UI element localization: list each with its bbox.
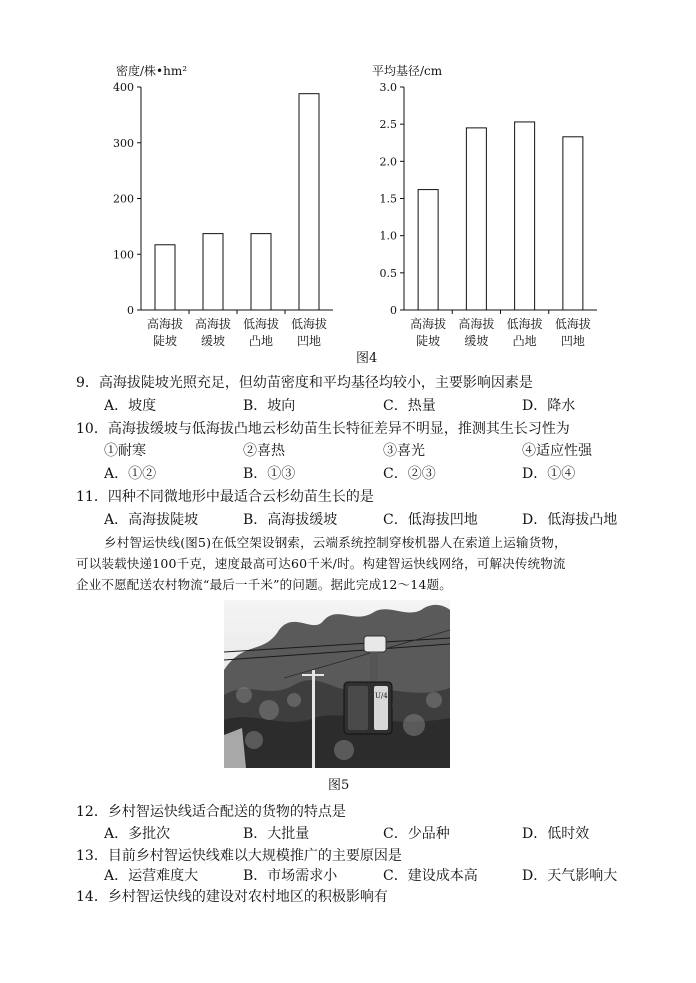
bar [466,128,486,310]
y-tick-label: 0.5 [379,266,397,280]
bar [251,234,271,310]
bar [155,245,175,310]
category-label: 凸地 [248,334,274,348]
base-diameter-chart [372,64,597,348]
category-label: 凹地 [560,334,585,348]
bar [563,137,583,310]
category-label: 低海拔 [242,317,280,331]
category-label: 低海拔 [506,317,543,331]
q10-option-a: A．①② [104,466,157,482]
y-tick-label: 3.0 [379,81,397,94]
category-label: 缓坡 [464,334,489,348]
y-tick-label: 300 [113,136,134,150]
q11-option-a: A．高海拔陡坡 [104,512,199,528]
q13-option-c: C．建设成本高 [383,868,478,884]
q10-trait-2: ②喜热 [243,443,285,459]
q10-option-c: C．②③ [383,466,436,482]
q11-option-c: C．低海拔凹地 [383,512,478,528]
chart2-ylabel: 平均基径/cm [372,64,443,78]
y-tick-label: 200 [113,192,134,206]
category-label: 高海拔 [194,317,232,331]
q9-option-d: D．降水 [522,398,576,414]
y-tick-label: 1.5 [379,192,397,206]
q9-option-c: C．热量 [383,398,436,414]
category-label: 低海拔 [554,317,591,331]
y-tick-label: 0 [390,304,397,317]
cable-delivery-photo [224,600,450,768]
chart1-ylabel: 密度/株•hm² [116,64,188,78]
q9-stem: 9．高海拔陡坡光照充足，但幼苗密度和平均基径均较小，主要影响因素是 [76,375,533,391]
q11-option-d: D．低海拔凸地 [522,512,618,528]
q10-stem: 10．高海拔缓坡与低海拔凸地云杉幼苗生长特征差异不明显，推测其生长习性为 [76,421,570,437]
y-tick-label: 100 [113,248,134,262]
passage-line-3: 企业不愿配送农村物流“最后一千米”的问题。据此完成12～14题。 [76,577,452,592]
passage-line-2: 可以装载快递100千克，速度最高可达60千米/时。构建智运快线网络，可解决传统物流 [76,556,566,571]
figure5-caption: 图5 [328,778,350,793]
y-tick-label: 2.0 [379,155,397,169]
q9-option-b: B．坡向 [243,398,296,414]
y-tick-label: 1.0 [379,229,397,243]
q12-option-a: A．多批次 [104,826,171,842]
q14-stem: 14．乡村智运快线的建设对农村地区的积极影响有 [76,889,388,905]
y-tick-label: 2.5 [379,118,397,132]
q12-option-c: C．少品种 [383,826,450,842]
q11-option-b: B．高海拔缓坡 [243,512,338,528]
figure4-caption: 图4 [356,351,378,366]
category-label: 陡坡 [152,334,178,348]
density-chart [113,63,333,348]
q13-option-b: B．市场需求小 [243,868,338,884]
category-label: 高海拔 [146,317,184,331]
category-label: 凹地 [296,334,322,348]
q9-option-a: A．坡度 [104,398,157,414]
q10-trait-4: ④适应性强 [522,443,592,459]
q11-stem: 11．四种不同微地形中最适合云杉幼苗生长的是 [76,489,374,505]
q12-option-b: B．大批量 [243,826,310,842]
photo-illustration [224,600,450,768]
figure4-charts [0,0,696,370]
bar [299,94,319,310]
q10-trait-3: ③喜光 [383,443,425,459]
category-label: 凸地 [512,334,537,348]
q10-option-b: B．①③ [243,466,296,482]
y-tick-label: 0 [127,304,134,317]
category-label: 低海拔 [290,317,328,331]
q10-trait-1: ①耐寒 [104,443,146,459]
y-tick-label: 400 [113,81,134,94]
q12-stem: 12．乡村智运快线适合配送的货物的特点是 [76,804,346,820]
category-label: 缓坡 [200,334,226,348]
q13-stem: 13．目前乡村智运快线难以大规模推广的主要原因是 [76,848,402,864]
bar [418,190,438,310]
q12-option-d: D．低时效 [522,826,590,842]
category-label: 高海拔 [410,317,447,331]
machine-label: U/4 [375,692,388,700]
category-label: 高海拔 [458,317,495,331]
q13-option-d: D．天气影响大 [522,868,618,884]
q10-option-d: D．①④ [522,466,576,482]
category-label: 陡坡 [416,334,441,348]
bar [515,122,535,310]
bar [203,234,223,310]
passage-line-1: 乡村智运快线(图5)在低空架设钢索，云端系统控制穿梭机器人在索道上运输货物， [104,535,567,550]
q13-option-a: A．运营难度大 [104,868,199,884]
